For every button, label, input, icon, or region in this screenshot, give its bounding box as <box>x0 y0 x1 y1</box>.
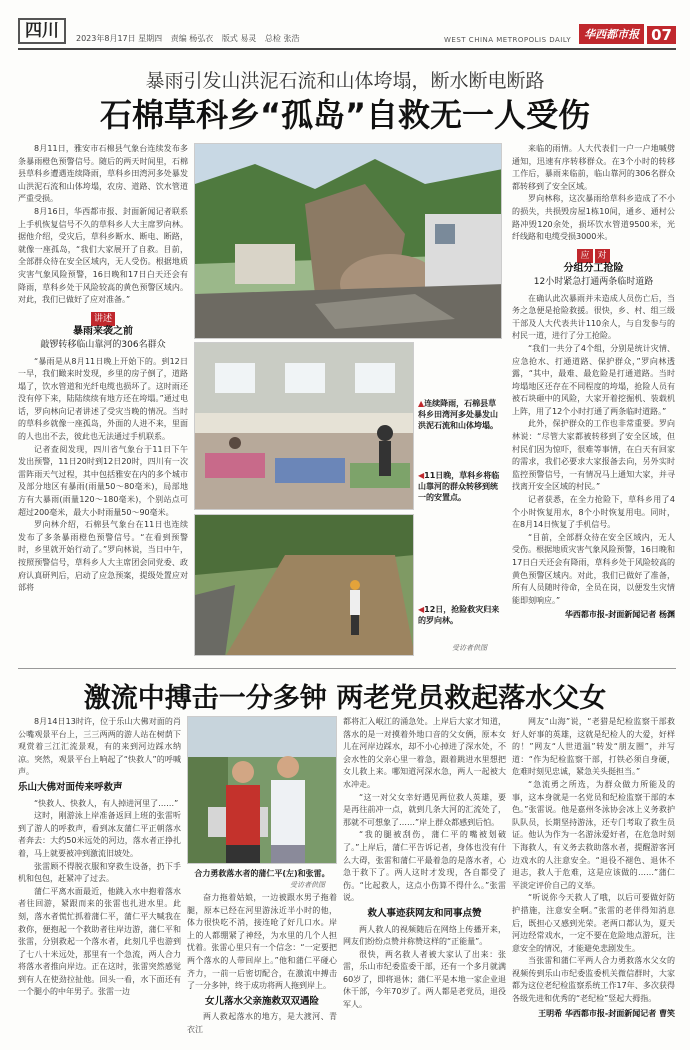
paper-logo: 华西都市报 <box>579 24 644 44</box>
paragraph: 在确认此次暴雨并未造成人员伤亡后，当务之急便是抢险救援。很快，乡、村、组三级干部及人大代表共计110余人，与自发参与的村民一道，进行了分工抢险。 <box>512 293 675 341</box>
paragraph: “听说你今天救人了哦，以后可要做好防护措施，注意安全啊。”张雷的老伴得知消息后，既担心又感到光荣。老两口都认为，夏天河边经常戏水，一定不要在危险地点游玩，注意安全的情况，才能避免悲剧发生。 <box>512 893 675 953</box>
subhead-sub: 12小时紧急打通两条临时道路 <box>533 276 654 287</box>
paragraph: 两人救人的视频随后在网络上传播开来，网友们纷纷点赞并称赞这样的“正能量”。 <box>343 924 506 947</box>
paragraph: 记者获悉，在全力抢险下，草科乡用了4个小时恢复用水，8个小时恢复用电。同时，在8月14日恢复了手机信号。 <box>512 495 675 530</box>
subhead-badge: 应 <box>577 249 592 264</box>
story2-col2 <box>187 892 337 1038</box>
subhead-title: 暴雨来袭之前 <box>73 326 133 338</box>
subhead-1 <box>18 312 188 352</box>
issue-date: 2023年8月17日 星期四 <box>76 34 163 43</box>
editor: 责编 杨弘衣 <box>170 34 214 43</box>
paragraph: 两人救起落水的地方，是大渡河、青衣江 <box>187 1012 337 1034</box>
paragraph: 奋力拖着姑娘，一边被跟水男子拖着腿，原本已经在河里游泳近半小时的他，体力很快吃不消，接连呛了好几口水。岸上的人都绷紧了神经，为水里的几个人担忧着。张雷心里只有一个信念：“一定要把两个落水的人带回岸上。”他和蒲仁平碰心齐力，一前一后密切配合，在激流中搏击了一分多钟，终于成功将两人拖到岸上。 <box>187 893 337 991</box>
photo-shelter <box>194 342 414 510</box>
paragraph: 8月14日13时许，位于乐山大佛对面的肖公嘴观景平台上，三三两两的游人站在树荫下观赏着三江汇流景观，有的来到河边踩水纳凉。突然，观景平台上响起了“快救人”的呼喊声。 <box>18 717 181 777</box>
caption-text: 11日晚，草科乡将临山靠河的群众转移到统一的安置点。 <box>418 471 500 502</box>
paragraph: 8月11日，雅安市石棉县气象台连续发布多条暴雨橙色预警信号。随后的两天时间里，石棉县草科乡遭遇连续降雨，草科乡田湾河多处暴发山洪泥石流和山体垮塌，农房、道路、饮水管道严重受损。 <box>18 144 188 204</box>
photo-landslide <box>194 143 502 339</box>
story1-headline: 石棉草科乡“孤岛”自救无一人受伤 <box>99 96 591 134</box>
caption-text: 连续降雨，石棉县草科乡田湾河多处暴发山洪泥石流和山体垮塌。 <box>418 399 498 430</box>
paragraph: 这时，刚游泳上岸准备返回上班的张雷听到了游人的呼救声，看到冰友蒲仁平正朝落水者奔去：大约50米远处的河边，落水者正挣扎着，马上就要被冲到激流旧坡处。 <box>18 811 181 858</box>
caption-2: ◀11日晚，草科乡将临山靠河的群众转移到统一的安置点。 <box>418 471 500 502</box>
caption-text: 12日，抢险救灾归来的罗向林。 <box>418 605 500 625</box>
paragraph: 都将汇入岷江的涌急处。上岸后大家才知道，落水的是一对摸着外地口音的父女俩，原本女儿在河岸边踩水，却不小心掉进了深水处，不会水性的父亲心里一着急，跟着跳进水里想把女儿救上来。哪知道河深水急，两人一起被大水冲走。 <box>343 717 506 789</box>
story2-col3 <box>343 716 506 1038</box>
paragraph: 罗向林称，这次暴雨给草科乡造成了不小的损失，共损毁房屋1栋10间，通乡、通村公路冲毁120余处，损坏饮水管道9500米，光纤线路和电缆受损3000米。 <box>512 194 675 242</box>
subhead-badge: 讲述 <box>91 312 115 327</box>
header-meta <box>76 33 444 44</box>
paragraph: 8月16日，华西都市报、封面新闻记者联系上手机恢复信号不久的草科乡人大主席罗向林。据他介绍，受灾后，草科乡断水、断电、断路，就像一座孤岛，“我们大家展开了自救。目前，全部群众待在安全区域内，无人受伤。根据地质灾害气象风险预警，16日晚和17日白天还会有降雨，草科乡处于风险较高的黄色预警区域内。对此，我们已做好了应对准备。” <box>18 206 188 305</box>
subhead: 女儿落水父亲施救双双遇险 <box>204 995 319 1007</box>
paragraph: 张雷顾不得脱衣服和穿救生设备，扔下手机和包包，赶紧冲了过去。 <box>18 861 181 884</box>
photo-credit: 受访者供图 <box>452 644 487 652</box>
paragraph: “快救人、快救人，有人掉进河里了……” <box>34 798 179 808</box>
subhead: 乐山大佛对面传来呼救声 <box>18 781 123 793</box>
paper-english-name: WEST CHINA METROPOLIS DAILY <box>444 36 572 44</box>
paragraph: 很快，两名救人者被大家认了出来：张雷，乐山市纪委监委干部，还有一个多月就满60岁了，即将退休；蒲仁平是本地一家企业退休干部，今年70岁了。两人都是老党员，退役军人。 <box>343 949 506 1010</box>
story1-col3 <box>512 143 675 661</box>
paragraph: 来临的雨情。人大代表们一户一户地喊劈通知，迅速有序转移群众。在3个小时的转移工作后，暴雨来临前，临山靠河的306名群众都转移到了安全区域。 <box>512 144 675 191</box>
story2-byline: 王明希 华西都市报-封面新闻记者 曹笑 <box>538 1008 675 1018</box>
paragraph: “暴雨是从8月11日晚上开始下的。到12日一早，我们瞰来时发现，乡里的房子倒了，道路塌了，饮水管道和光纤电缆也损坏了。这时雨还没有停下来，陆陆续续有地方还在垮塌。”通过电话，罗向林向记者讲述了受灾当晚的情况。当时的草科乡就像一座孤岛，外面的人进不来，里面的人也出不去，彼此也无法通过手机联系。 <box>18 356 188 442</box>
photo-rescuers <box>187 716 337 864</box>
paragraph: 当张雷和蒲仁平两人合力勇救落水父女的视频传到乐山市纪委监委机关微信群时，大家都为这位老纪检监察系统工作17年、多次获得各级先进和优秀的“老纪检”竖起大拇指。 <box>512 956 675 1004</box>
story2-col1 <box>18 716 181 1038</box>
paragraph: “我的腿被刮伤，蒲仁平的嘴被划破了。”上岸后，蒲仁平告诉记者，身体也没有什么大碍，张雷和蒲仁平最着急的是落水者，心急于救下了。两人这时才发现，各自都受了伤。“比起救人，这点小伤算不得什么。”张雷说。 <box>343 830 506 903</box>
story1-kicker: 暴雨引发山洪泥石流和山体垮塌，断水断电断路 <box>145 70 545 92</box>
paragraph: 罗向林介绍，石棉县气象台在11日也连续发布了多条暴雨橙色预警信号。“在看到预警时，乡里就开始行动了。”罗向林说，当日中午，按照预警信号，草科乡人大主席团会同党委、政府认真研判后，启动了应急预案，提级处置应对部将 <box>18 520 188 593</box>
paragraph: 网友“山海”说，“老猎是纪检监察干部救好人好事的英雄，这就是纪检人的大爱，好样的！”网友“人世道温”转发“朋友圈”，并写道：“作为纪检监察干部，打铁必须自身硬，危难时刻见忠诚，紧急关头挺担当。” <box>512 717 675 777</box>
story2-headline: 激流中搏击一分多钟 两老党员救起落水父女 <box>83 683 607 714</box>
caption-4: 合力勇救落水者的蒲仁平(左)和张雷。 <box>194 869 330 878</box>
paragraph: “目前，全部群众待在安全区域内，无人受伤。根据地质灾害气象风险预警，16日晚和17日白天还会有降雨，草科乡处于风险较高的黄色预警区域内。对此，我们已做好了准备，所有人员随时待命，全员在岗，以便发生灾情能即刻响应。” <box>512 532 675 605</box>
paragraph: “急流勇之所选，为群众做力所能及的事，这本身就是一名党员和纪检监察干部的本色。”张雷说。他是嘉州冬泳协会冰上义务救护队队员，长期坚持游泳，还专门考取了救生员证。他认为作为一名游泳爱好者，在危急时刻下海救人，有义务去救助落水者，提醒游客河边戏水的人注意安全。“退役不褪色、退休不退志，救人于危难，这是应该做的……”蒲仁平淡定评价自己的义举。 <box>512 779 675 890</box>
proofreader: 总检 张浩 <box>264 34 300 43</box>
subhead-title: 分组分工抢险 <box>563 263 624 275</box>
story2-col4 <box>512 716 675 1038</box>
divider <box>18 668 676 669</box>
paragraph: 蒲仁平离水面最近，他跳入水中抱着落水者往回游，紧跟而来的张雷也扎进水里。此刻，落水者慌忙抓着蒲仁平，蒲仁平大喊我在救你，便抱起一个救助者往岸边游，蒲仁平和张雷，分别救起一个落水者，此刻几乎也游到了七八十米远处，那里有一个急流，两人合力将落水者推向岸边。正在这时，张雷突然感觉到有人在使劲拉扯他。回头一看，水下面还有一个腿小的中年男子。张雷一边 <box>18 886 181 997</box>
section-label: 四川 <box>18 18 66 44</box>
photo-road <box>194 514 414 656</box>
page-header <box>18 20 676 50</box>
paragraph: 此外，保护群众的工作也非常重要。罗向林说：“尽管大家都被转移到了安全区域，但村民们因为惊吓，很难等事情，在白天有回家的需求，我们必要求大家报备去向，另外实时监控预警信号，一有情况马上通知大家，并寻找离开安全区域的村民。” <box>512 419 675 492</box>
subhead-sub: 敲锣转移临山靠河的306名群众 <box>40 339 166 350</box>
photo-credit: 受访者供图 <box>290 881 325 889</box>
caption-1: ▲连续降雨，石棉县草科乡田湾河多处暴发山洪泥石流和山体垮塌。 <box>418 399 498 430</box>
designer: 版式 易灵 <box>221 34 257 43</box>
subhead-badge: 对 <box>595 249 610 264</box>
story1-byline: 华西都市报-封面新闻记者 杨渊 <box>564 610 675 620</box>
subhead: 救人事迹获网友和同事点赞 <box>367 907 482 919</box>
subhead-2 <box>512 249 675 289</box>
caption-3: ◀12日，抢险救灾归来的罗向林。 <box>418 605 500 625</box>
page-number: 07 <box>647 26 676 44</box>
paragraph: “我们一共分了4个组，分别是统计灾情、应急抢水、打通道路、保护群众，”罗向林透露，“其中，最难、最危险是打通道路。当时垮塌地区还存在不同程度的垮塌，抢险人员有被石块砸中的风险，大家开着挖掘机、装载机上阵，用了12个小时打通了两条临时道路。” <box>512 343 675 416</box>
paragraph: “这一对父女幸好遇见两位救人英雄，要是再往前冲一点，就到几条大河的汇流处了，那就不可想象了……”岸上群众都感到后怕。 <box>343 792 506 827</box>
paragraph: 记者查阅发现，四川省气象台于11日下午发出预警，11日20时到12日20时，四川有一次雷阵雨天气过程，其中包括雅安在内的多个城市及部分地区有暴雨(雨量50～80毫米)，局部地方有大暴雨(雨量120～180毫米)，个别站点可超过200毫米，最大小时雨量50～90毫米。 <box>18 444 188 517</box>
story1-col1 <box>18 143 188 661</box>
